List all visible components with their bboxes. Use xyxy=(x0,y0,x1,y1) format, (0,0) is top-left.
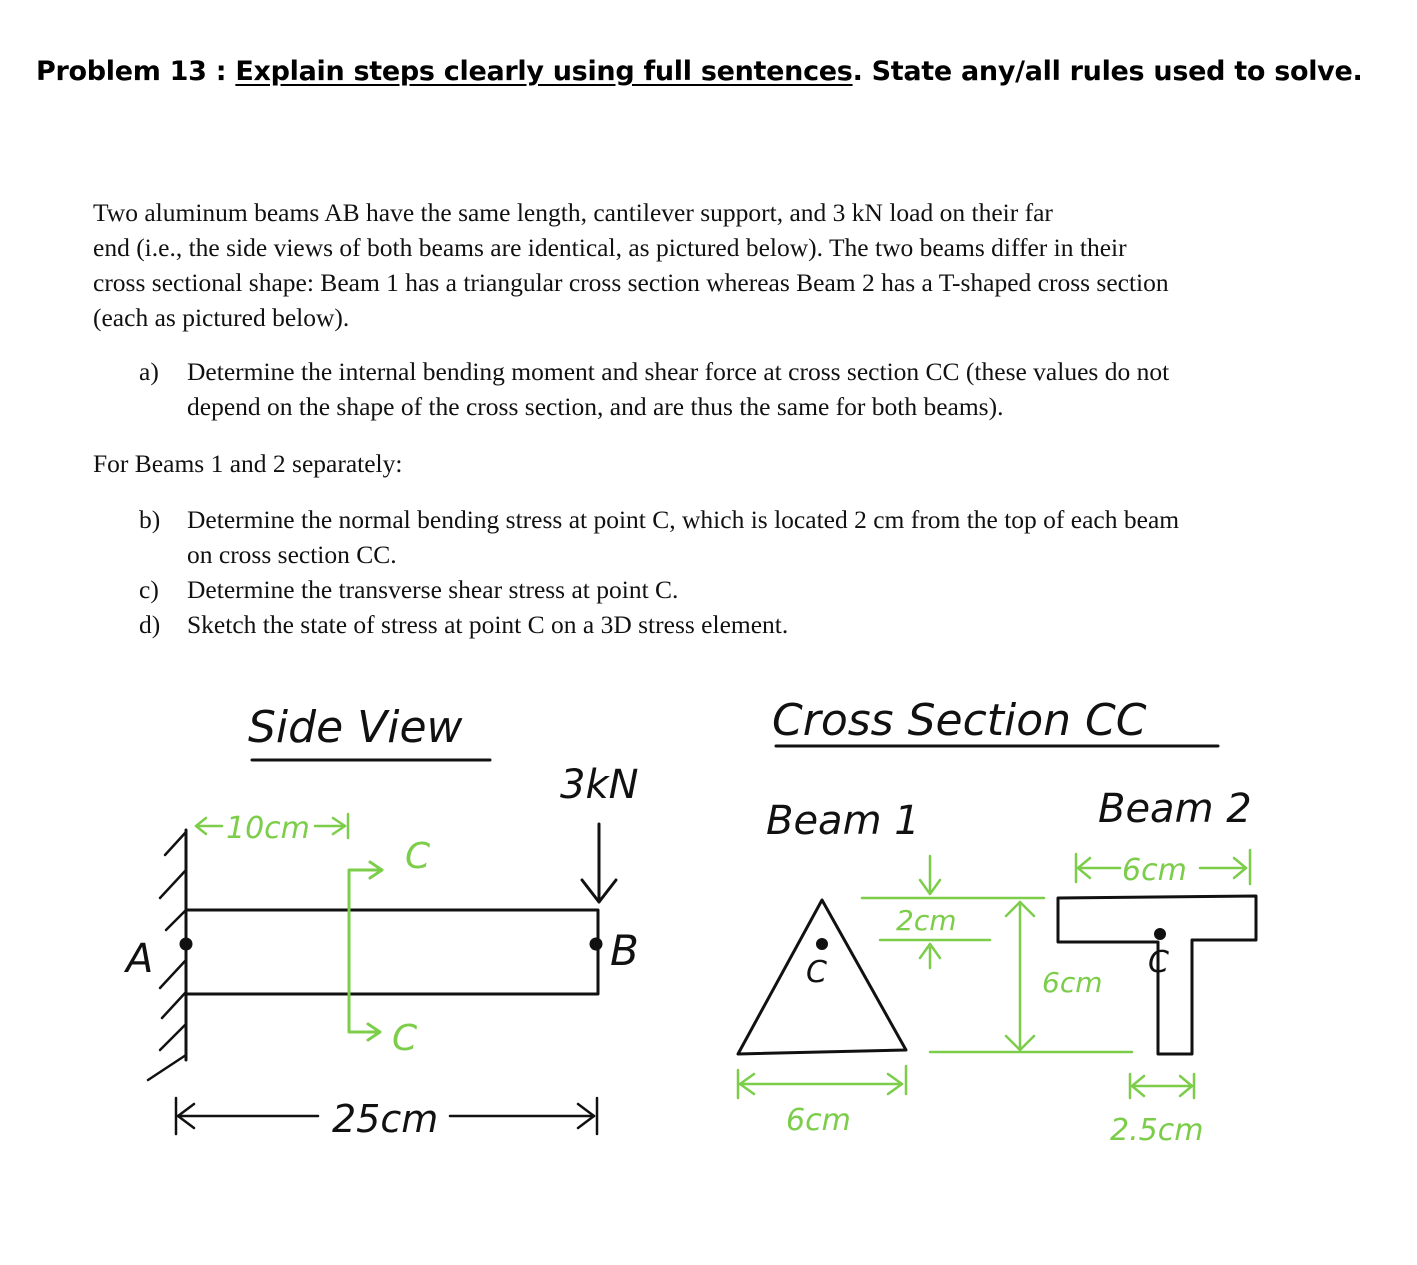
part-b-text xyxy=(187,502,1179,572)
part-b xyxy=(139,502,1339,574)
part-c-label: c) xyxy=(139,575,159,604)
part-d xyxy=(139,607,1339,643)
dim-10-label: 10cm xyxy=(226,811,310,846)
header-prefix: Problem 13 : xyxy=(36,56,236,87)
cut-plane-line xyxy=(349,870,380,1032)
beam1-point-c-dot xyxy=(818,940,827,949)
part-a-line: Determine the internal bending moment and shear force at cross section CC (these values do not xyxy=(187,357,1170,386)
intro-line: end (i.e., the side views of both beams are identical, as pictured below). The two beams differ in their xyxy=(93,233,1127,262)
wall-hatch xyxy=(148,832,186,1080)
part-a-line: depend on the shape of the cross section, and are thus the same for both beams). xyxy=(187,392,1004,421)
header-underlined: Explain steps clearly using full sentences xyxy=(235,56,853,87)
header-suffix: . State any/all rules used to solve. xyxy=(852,56,1363,87)
label-c-top: C xyxy=(405,836,431,877)
beam-side-rect xyxy=(186,910,598,994)
label-b: B xyxy=(610,926,639,975)
part-c-text: Determine the transverse shear stress at point C. xyxy=(187,575,679,604)
problem-header xyxy=(36,56,1406,87)
label-c-bottom: C xyxy=(392,1018,418,1059)
part-d-label: d) xyxy=(139,610,161,639)
beam2-point-c: C xyxy=(1148,945,1169,980)
part-b-line: on cross section CC. xyxy=(187,540,397,569)
point-a-dot xyxy=(181,939,191,949)
beam1-label: Beam 1 xyxy=(766,798,920,844)
point-b-dot xyxy=(591,939,601,949)
dim-2cm-label: 2cm xyxy=(896,904,957,937)
separately-text: For Beams 1 and 2 separately: xyxy=(93,449,403,478)
dim-25-label: 25cm xyxy=(332,1097,439,1141)
part-a-label: a) xyxy=(139,357,159,386)
dim-6cm-height-label: 6cm xyxy=(1042,966,1103,999)
dim-6cm-flange-label: 6cm xyxy=(1122,853,1187,888)
intro-line: Two aluminum beams AB have the same length, cantilever support, and 3 kN load on their far xyxy=(93,198,1053,227)
beam-figure xyxy=(0,660,1417,1180)
part-a-text xyxy=(187,354,1169,424)
part-d-text: Sketch the state of stress at point C on a 3D stress element. xyxy=(187,610,789,639)
label-a: A xyxy=(126,936,154,982)
part-b-line: Determine the normal bending stress at point C, which is located 2 cm from the top of each beam xyxy=(187,505,1180,534)
part-b-label: b) xyxy=(139,505,161,534)
intro-line: (each as pictured below). xyxy=(93,303,350,332)
side-view-title: Side View xyxy=(248,702,463,753)
beam2-point-c-dot xyxy=(1156,930,1165,939)
part-c xyxy=(139,572,1339,608)
dim-web-label: 2.5cm xyxy=(1110,1113,1204,1148)
cross-section-title: Cross Section CC xyxy=(772,695,1147,746)
intro-paragraph xyxy=(93,195,1323,335)
dim-6cm-base-label: 6cm xyxy=(786,1103,851,1138)
beam2-label: Beam 2 xyxy=(1098,786,1252,832)
load-label: 3kN xyxy=(560,762,639,808)
intro-line: cross sectional shape: Beam 1 has a triangular cross section whereas Beam 2 has a T-shaped cross section xyxy=(93,268,1169,297)
part-a xyxy=(139,354,1339,426)
beam1-point-c: C xyxy=(806,955,827,990)
